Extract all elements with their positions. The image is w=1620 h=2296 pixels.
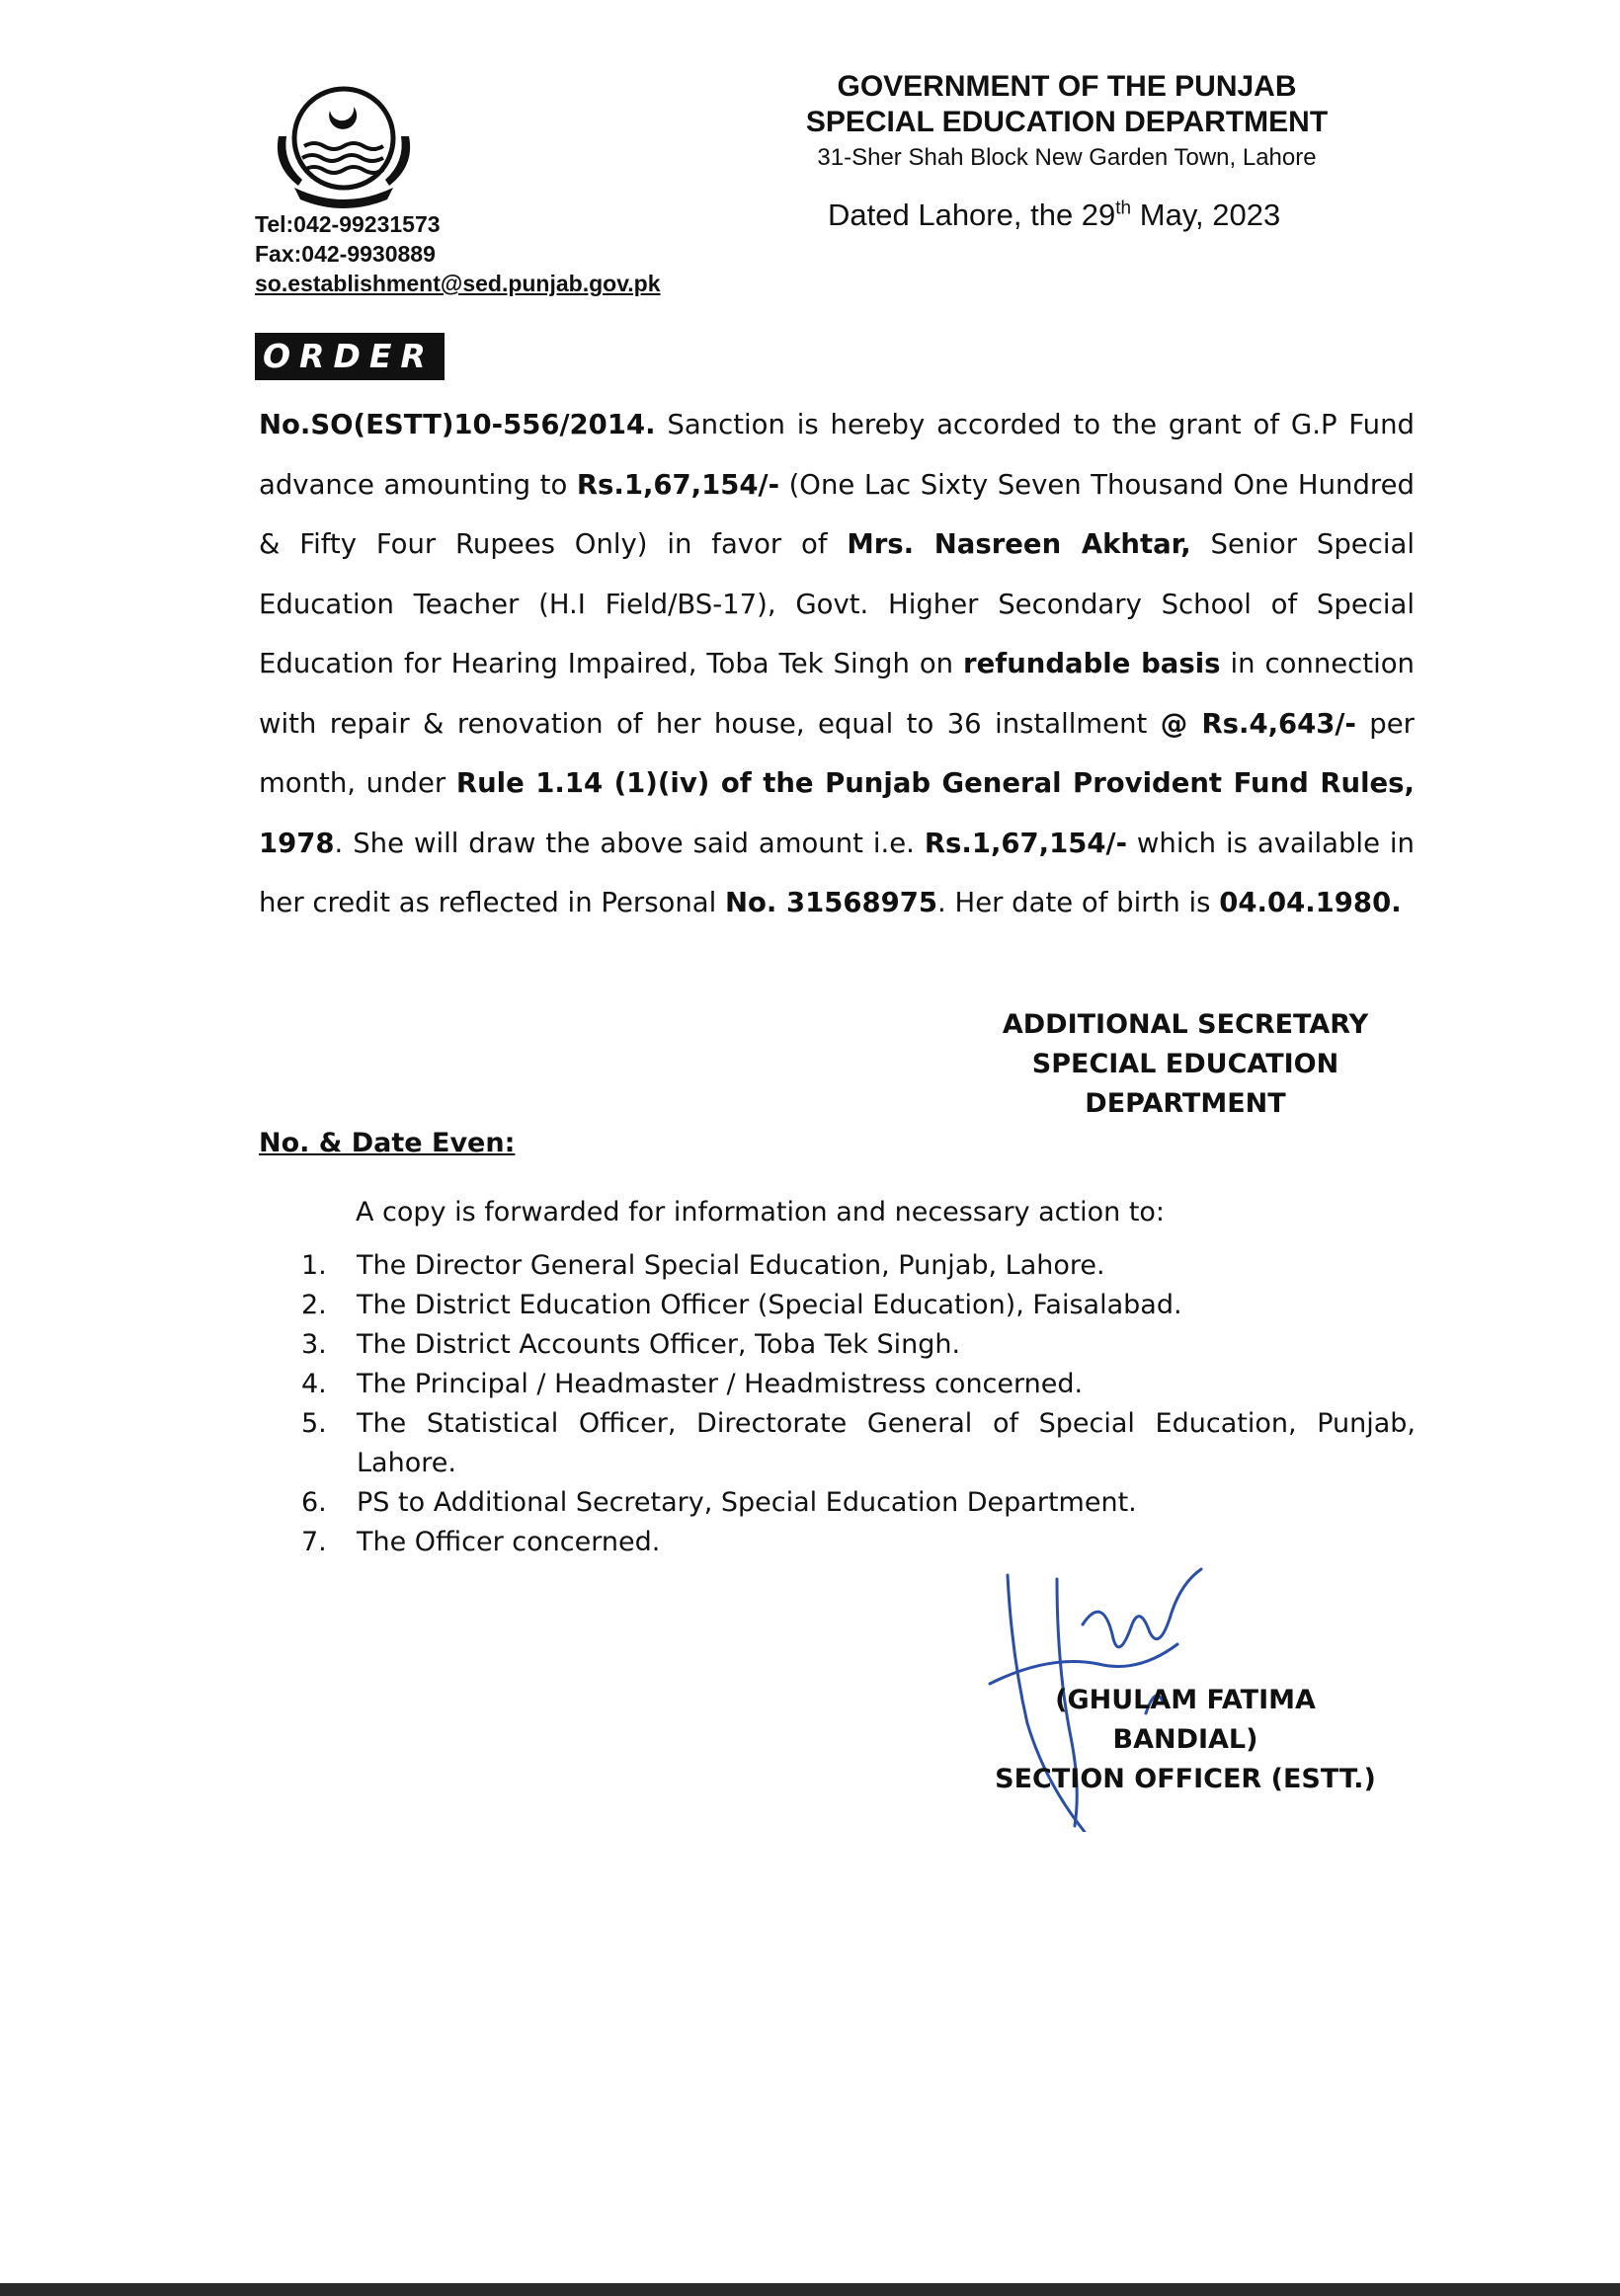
telephone: Tel:042-99231573 — [255, 211, 441, 237]
government-name: GOVERNMENT OF THE PUNJAB — [837, 70, 1297, 103]
signatory-title: SECTION OFFICER (ESTT.) — [995, 1764, 1376, 1794]
letterhead — [761, 69, 1373, 174]
scan-edge — [0, 2283, 1620, 2296]
copy-reference: No. & Date Even: — [259, 1128, 516, 1158]
list-item: 4. The Principal / Headmaster / Headmistress concerned. — [301, 1369, 1084, 1399]
list-item: 1. The Director General Special Education, Punjab, Lahore. — [301, 1250, 1105, 1281]
reference-number: No.SO(ESTT)10-556/2014. — [259, 409, 656, 440]
punjab-government-seal-icon — [265, 77, 423, 215]
copy-intro: A copy is forwarded for information and necessary action to: — [356, 1197, 1166, 1227]
contact-block — [255, 209, 661, 298]
copy-list — [301, 1246, 1416, 1562]
department-name: SPECIAL EDUCATION DEPARTMENT — [805, 106, 1329, 138]
list-item: 2. The District Education Officer (Special Education), Faisalabad. — [301, 1290, 1182, 1320]
email-link[interactable]: so.establishment@sed.punjab.gov.pk — [255, 271, 661, 296]
signatory-name: (GHULAM FATIMA BANDIAL) — [1055, 1685, 1316, 1755]
date-line: Dated Lahore, the 29th May, 2023 — [828, 198, 1281, 232]
signatory-additional-secretary: ADDITIONAL SECRETARY SPECIAL EDUCATION DEPARTMENT — [1002, 1009, 1369, 1119]
fax: Fax:042-9930889 — [255, 241, 436, 267]
list-item: 6. PS to Additional Secretary, Special Education Department. — [301, 1487, 1137, 1518]
order-body: No.SO(ESTT)10-556/2014. Sanction is hereby accorded to the grant of G.P Fund advance amounting to Rs.1,67,154/- (One Lac Sixty Seven Thousand One Hundred & Fifty Four Rupees Only) in favor of Mrs. Nasreen Akhtar, Senior Special Education Teacher (H.I Field/BS-17), Govt. Higher Secondary School of Special Education for Hearing Impaired, Toba Tek Singh on refundable basis in connection with repair & renovation of her house, equal to 36 installment @ Rs.4,643/- per month, under Rule 1.14 (1)(iv) of the Punjab General Provident Fund Rules, 1978. She will draw the above said amount i.e. Rs.1,67,154/- which is available in her credit as reflected in Personal No. 31568975. Her date of birth is 04.04.1980. — [259, 409, 1415, 918]
signatory-section-officer — [978, 1681, 1393, 1799]
list-item: 7. The Officer concerned. — [301, 1527, 661, 1557]
list-item: 3. The District Accounts Officer, Toba Tek Singh. — [301, 1329, 961, 1360]
order-heading: ORDER — [255, 333, 445, 380]
department-address: 31-Sher Shah Block New Garden Town, Lahore — [817, 144, 1317, 171]
list-item: 5. The Statistical Officer, Directorate General of Special Education, Punjab, Lahore. — [301, 1408, 1416, 1478]
